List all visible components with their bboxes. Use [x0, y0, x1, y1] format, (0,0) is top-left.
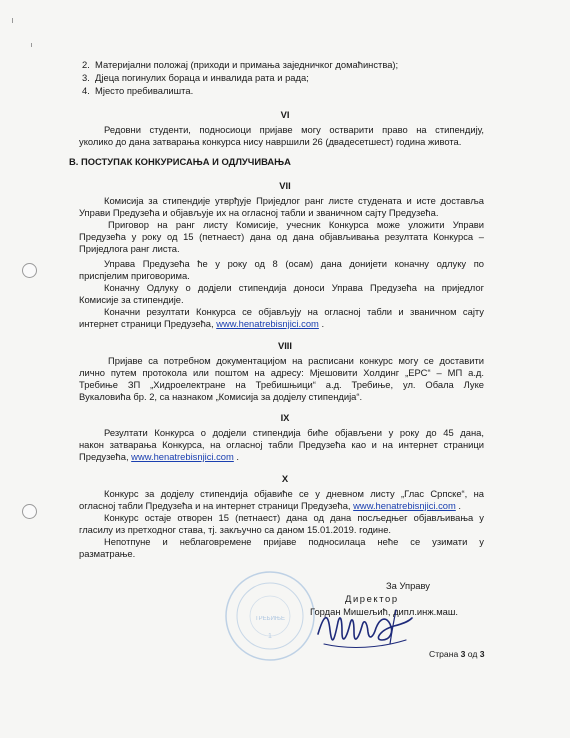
website-link[interactable]: www.henatrebisnjici.com	[353, 500, 456, 511]
paragraph-text: огласној табли Предузећа и на интернет страници Предузећа,	[79, 500, 351, 511]
paragraph-line: Пријаве са потребном документацијом на расписани конкурс могу се доставити	[108, 355, 484, 366]
section-heading-vi: VI	[280, 109, 290, 120]
list-item	[82, 59, 398, 70]
signature-line-1: За Управу	[386, 580, 430, 591]
list-item-number: 2.	[82, 59, 90, 70]
section-heading-x: X	[281, 473, 289, 484]
website-link[interactable]: www.henatrebisnjici.com	[131, 451, 234, 462]
svg-text:1: 1	[268, 633, 272, 640]
paragraph-line: Конкурс за додјелу стипендија објавиће се у дневном листу „Глас Српске“, на	[104, 488, 484, 499]
paragraph-line: Управи Предузећа и објављује их на огласној табли и званичном сајту Предузећа.	[79, 207, 439, 218]
paragraph-line: Редовни студенти, подносиоци пријаве могу остварити право на стипендију,	[104, 124, 484, 135]
page-number: Страна 3 од 3	[429, 649, 485, 659]
signature-line-2: Директор	[345, 593, 399, 604]
paragraph-line: Предузећа у року од 15 (петнаест) дана од дана објављивања резултата Конкурса –	[79, 231, 484, 242]
punch-hole	[22, 263, 37, 278]
signature-line-3: Гордан Мишељић, дипл.инж.маш.	[310, 606, 458, 617]
paragraph-line: гласилу из претходног става, тј. закључно са даном 15.01.2019. године.	[79, 524, 392, 535]
list-item-number: 3.	[82, 72, 90, 83]
paragraph-line: Конкурс остаје отворен 15 (петнаест) дана од дана посљедњег објављивања у	[104, 512, 484, 523]
paragraph-line: Комисија за стипендије утврђује Приједлог ранг листе студената и исте доставља	[104, 195, 484, 206]
paragraph-line: Требиње ЗП „Хидроелектране на Требишњици“ а.д. Требиње, ул. Обала Луке	[79, 379, 484, 390]
paragraph-line: Коначну Одлуку о додјели стипендија доноси Управа Предузећа на приједлог	[104, 282, 484, 293]
list-item	[82, 72, 309, 83]
section-heading-viii: VIII	[277, 340, 293, 351]
paragraph-line: лично путем протокола или поштом на адресу: Мјешовити Холдинг „ЕРС“ – МП а.д.	[79, 367, 484, 378]
punctuation: .	[455, 500, 462, 511]
stamp-text: ТРЕБИЊЕ	[255, 616, 285, 622]
paragraph-line: уколико до дана затварања конкурса нису навршили 26 (двадесетшест) година живота.	[79, 136, 462, 147]
paragraph-text: Предузећа,	[79, 451, 129, 462]
handwritten-signature	[310, 600, 420, 665]
paragraph-line: након затварања Конкурса, на огласној табли Предузећа као и на интернет страници	[79, 439, 484, 450]
paragraph-line: Приговор на ранг листу Комисије, учесник Конкурса може уложити Управи	[108, 219, 484, 230]
paragraph-text: интернет страници Предузећа,	[79, 318, 214, 329]
list-item-text: Дјеца погинулих бораца и инвалида рата и рада;	[95, 72, 309, 83]
paragraph-line: приспјелим приговорима.	[79, 270, 190, 281]
official-stamp	[222, 568, 318, 669]
website-link[interactable]: www.henatrebisnjici.com	[216, 318, 319, 329]
paragraph-line: Резултати Конкурса о додјели стипендија биће објављени у року до 45 дана,	[104, 427, 484, 438]
paragraph-line: Комисије за стипендије.	[79, 294, 184, 305]
punctuation: .	[233, 451, 240, 462]
section-heading-ix: IX	[280, 412, 290, 423]
list-item	[82, 85, 193, 96]
part-heading: В. ПОСТУПАК КОНКУРИСАЊА И ОДЛУЧИВАЊА	[69, 156, 291, 167]
list-item-number: 4.	[82, 85, 90, 96]
section-heading-vii: VII	[279, 180, 291, 191]
paragraph-line: Приједлога ранг листа.	[79, 243, 180, 254]
scan-mark	[12, 18, 13, 23]
paragraph-line: Непотпуне и неблаговремене пријаве подносилаца неће се узимати у	[104, 536, 484, 547]
paragraph-line: Управа Предузећа ће у року од 8 (осам) дана донијети коначну одлуку по	[104, 258, 484, 269]
paragraph-line	[79, 451, 239, 462]
paragraph-line	[79, 318, 324, 329]
list-item-text: Мјесто пребивалишта.	[95, 85, 194, 96]
scan-mark	[31, 43, 32, 47]
list-item-text: Материјални положај (приходи и примања заједничког домаћинства);	[95, 59, 399, 70]
paragraph-line: Коначни резултати Конкурса се објављују на огласној табли и званичном сајту	[104, 306, 484, 317]
paragraph-line: разматрање.	[79, 548, 136, 559]
punctuation: .	[318, 318, 325, 329]
punch-hole	[22, 504, 37, 519]
paragraph-line	[79, 500, 461, 511]
paragraph-line: Вукаловића бр. 2, са назнаком „Комисија за додјелу стипендија“.	[79, 391, 363, 402]
